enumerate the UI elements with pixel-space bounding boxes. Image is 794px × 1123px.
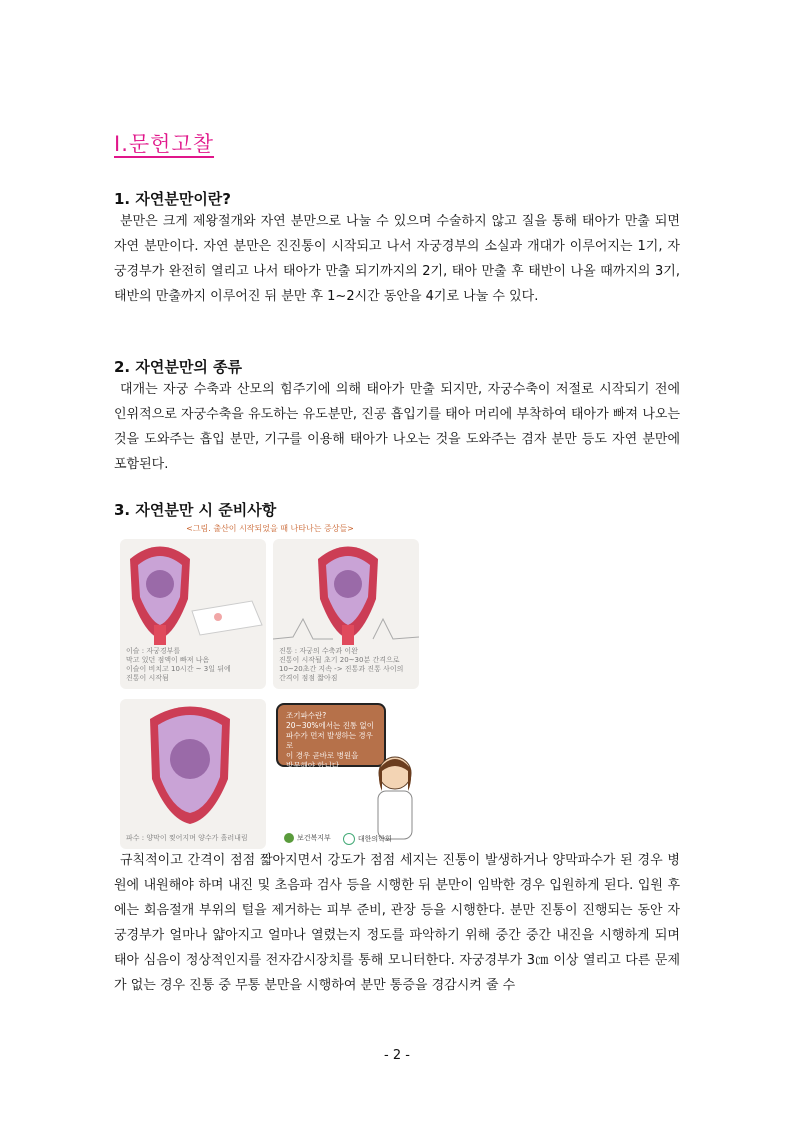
figure-caption: <그림. 출산이 시작되었을 때 나타나는 증상들> [186, 524, 354, 533]
logo-kams: 대한의학회 [343, 833, 392, 845]
panel-contraction-caption: 진통 : 자궁의 수축과 이완 진통이 시작될 초기 20~30분 간격으로 10~20초간 지속 -> 진통과 진통 사이의 간격이 점점 짧아짐 [279, 647, 404, 682]
panel-rupture-caption: 파수 : 양막이 찢어지며 양수가 흘러내림 [126, 834, 248, 842]
panel-show-caption: 이슬 : 자궁경부를 막고 있던 점액이 빠져 나옴 이슬이 비치고 10시간 ~ 3일 뒤에 진통이 시작됨 [126, 647, 231, 682]
section-1-body: 분만은 크게 제왕절개와 자연 분만으로 나눌 수 있으며 수술하지 않고 질을 통해 태아가 만출 되면 자연 분만이다. 자연 분만은 진진통이 시작되고 나서 자궁경부의 소실과 개대가 이루어지는 1기, 자궁경부가 완전히 열리고 나서 태아가 만출 되기까지의 2기, 태아 만출 후 태반이 나올 때까지의 3기, 태반의 만출까지 이루어진 뒤 분만 후 1~2시간 동안을 4기로 나눌 수 있다. [114, 214, 680, 304]
panel-rupture [120, 699, 266, 849]
labor-symptoms-figure [118, 523, 422, 849]
section-2-heading: 2. 자연분만의 종류 [114, 358, 243, 376]
panel-contraction [273, 539, 419, 689]
section-3-body: 규칙적이고 간격이 점점 짧아지면서 강도가 점점 세지는 진통이 발생하거나 양막파수가 된 경우 병원에 내원해야 하며 내진 및 초음파 검사 등을 시행한 뒤 분만이 임박한 경우 입원하게 된다. 입원 후에는 회음절개 부위의 털을 제거하는 피부 준비, 관장 등을 시행한다. 분만 진통이 진행되는 동안 자궁경부가 얼마나 얇아지고 얼마나 열렸는지 정도를 파악하기 위해 중간 중간 내진을 시행하게 되며 태아 심음이 정상적인지를 전자감시장치를 통해 모니터한다. 자궁경부가 3㎝ 이상 열리고 다른 문제가 없는 경우 진통 중 무통 분만을 시행하여 분만 통증을 경감시켜 줄 수 [114, 853, 680, 993]
bubble-text: 조기파수란? 20~30%에서는 진통 없이 파수가 먼저 발생하는 경우로 이 경우 곧바로 병원을 방문해야 합니다. [286, 711, 374, 770]
logo-mohw: 보건복지부 [284, 833, 331, 845]
page-number: - 2 - [384, 1048, 410, 1063]
panel-show [120, 539, 266, 689]
section-3-heading: 3. 자연분만 시 준비사항 [114, 501, 277, 519]
section-1-heading: 1. 자연분만이란? [114, 190, 231, 208]
page-title: Ⅰ.문헌고찰 [114, 132, 215, 156]
uterus-illustration-3 [120, 699, 266, 829]
uterus-illustration-2 [273, 539, 419, 649]
section-2-body: 대개는 자궁 수축과 산모의 힘주기에 의해 태아가 만출 되지만, 자궁수축이 저절로 시작되기 전에 인위적으로 자궁수축을 유도하는 유도분만, 진공 흡입기를 태아 머리에 부착하여 태아가 빠져 나오는 것을 도와주는 흡입 분만, 기구를 이용해 태아가 나오는 것을 도와주는 겸자 분만 등도 자연 분만에 포함된다. [114, 382, 680, 472]
doctor-character [368, 753, 422, 843]
sponsor-logos [284, 833, 392, 845]
uterus-illustration-1 [120, 539, 266, 649]
